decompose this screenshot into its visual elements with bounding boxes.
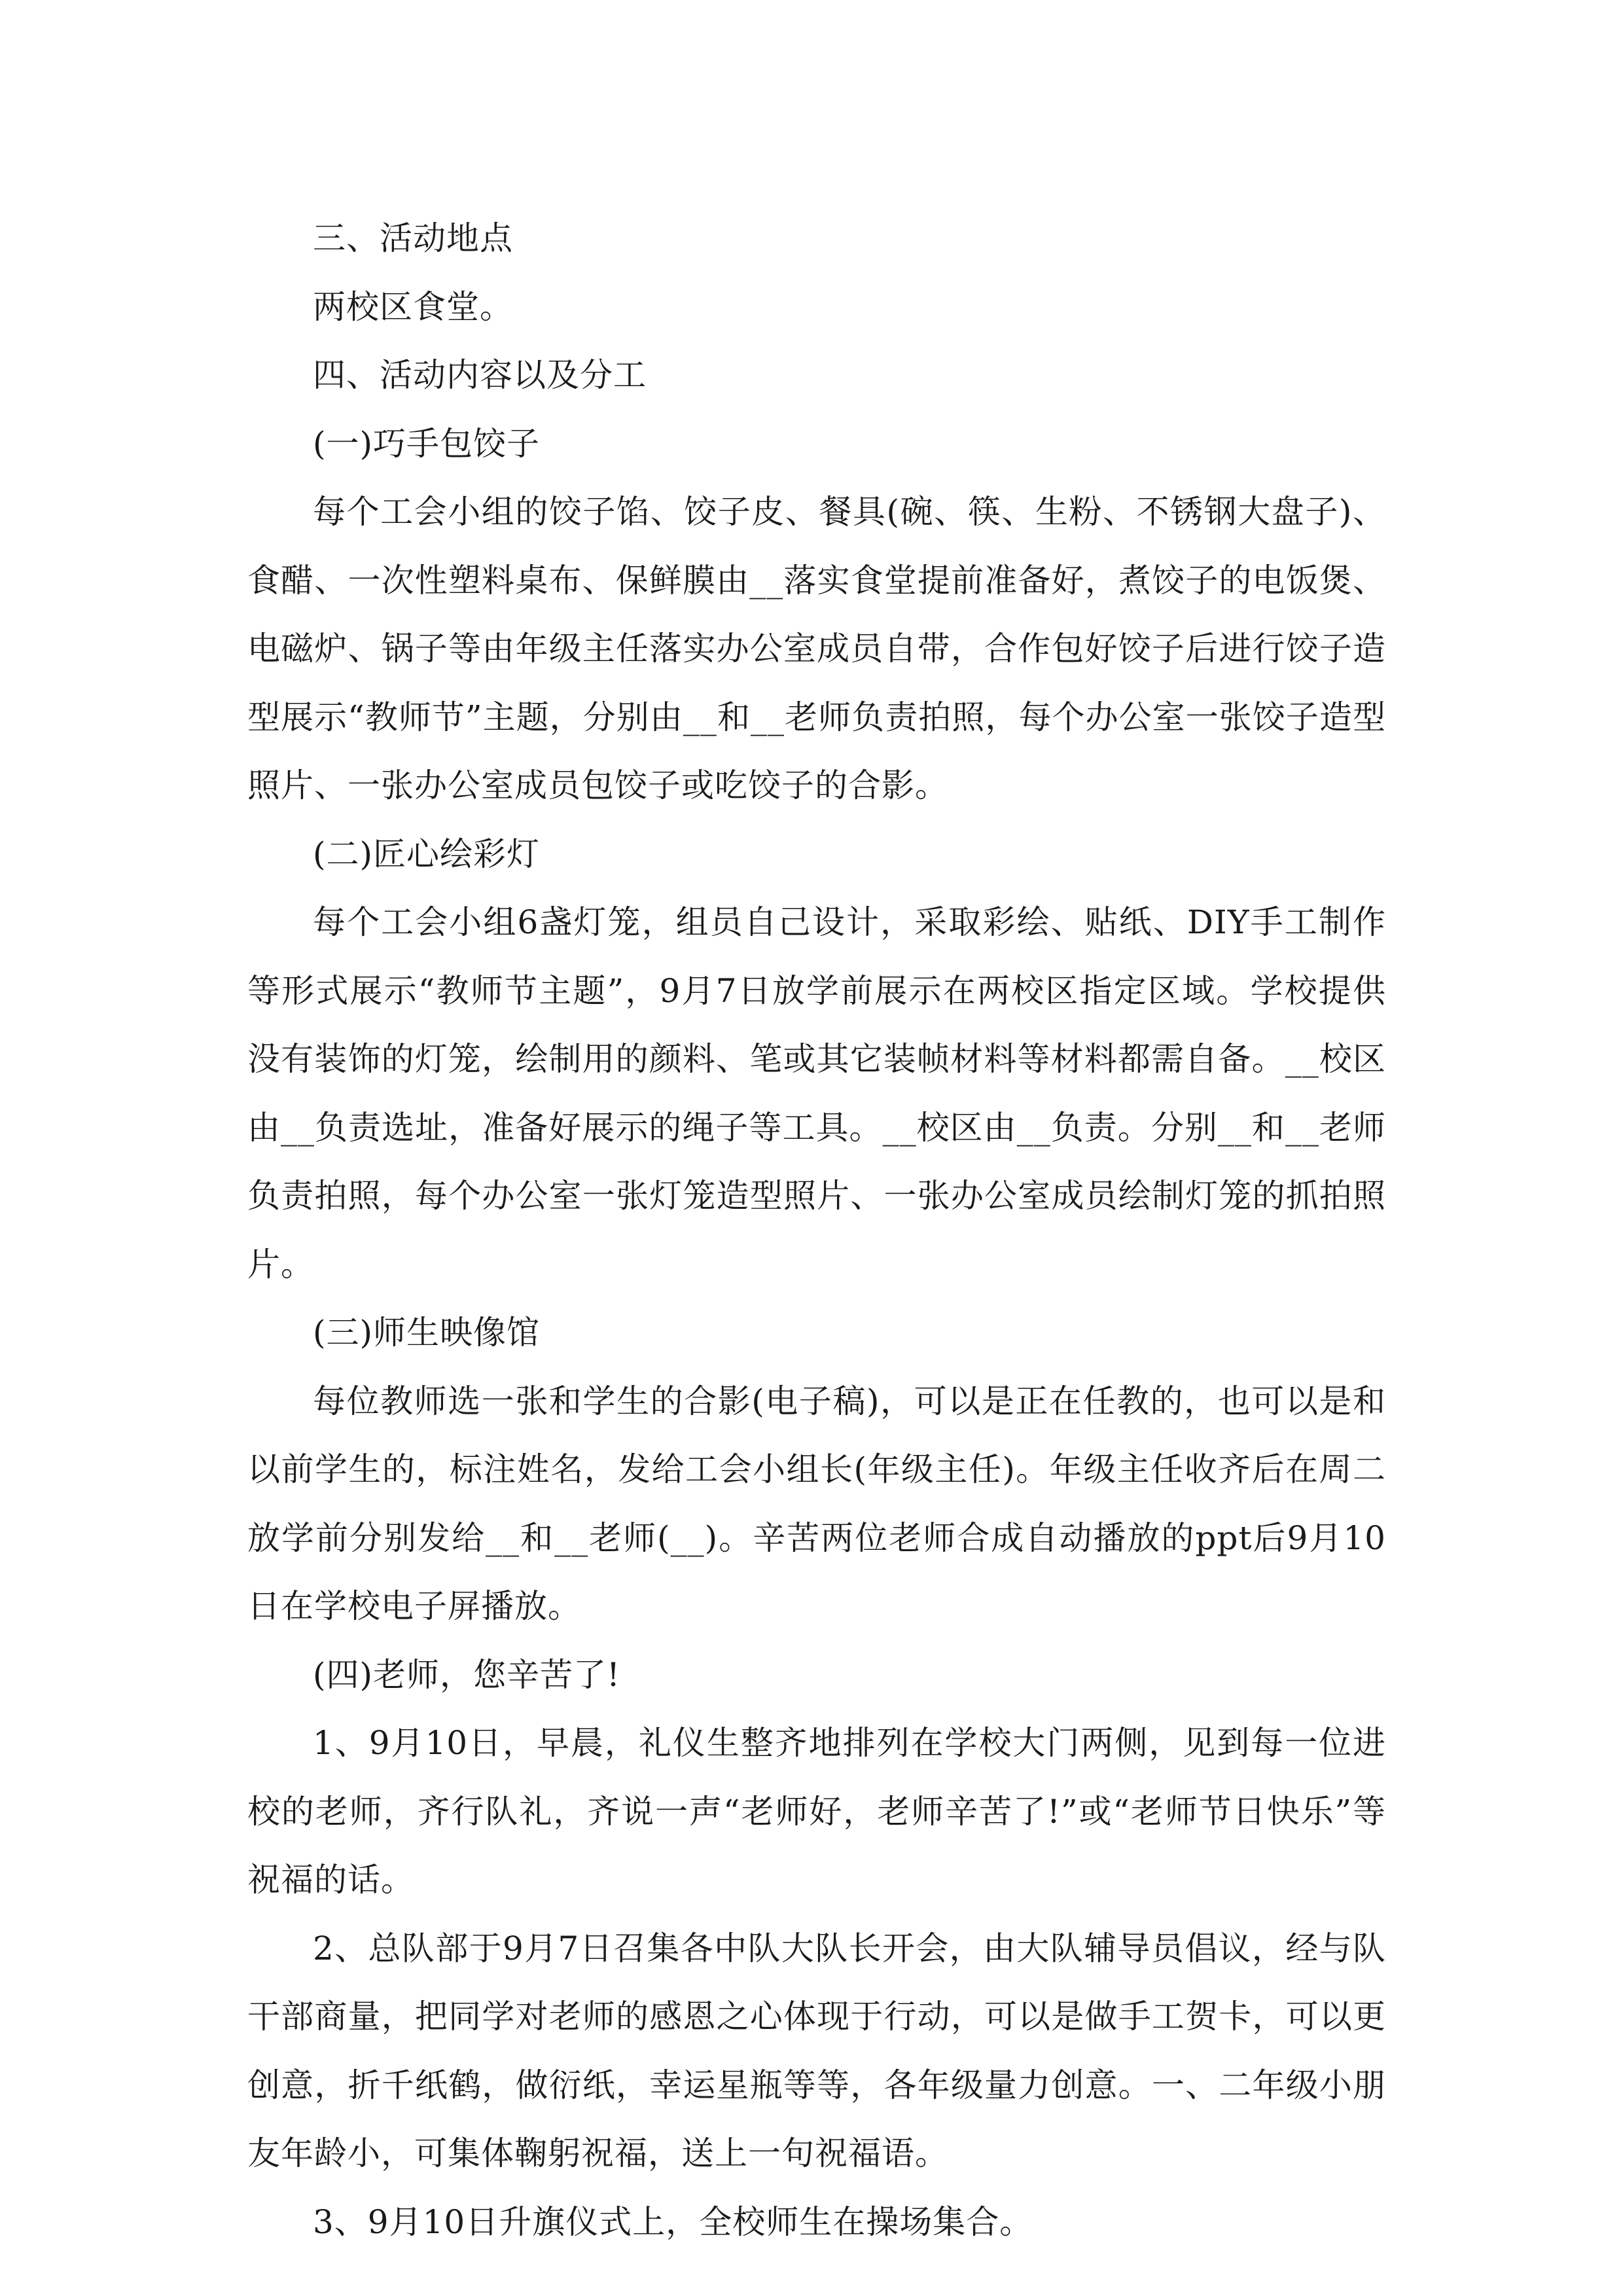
document-body <box>247 204 1386 2256</box>
paragraph-photo-gallery: 每位教师选一张和学生的合影(电子稿)，可以是正在任教的，也可以是和以前学生的，标注姓名，发给工会小组长(年级主任)。年级主任收齐后在周二放学前分别发给__和__老师(__)。辛苦两位老师合成自动播放的ppt后9月10日在学校电子屏播放。 <box>247 1382 1386 1625</box>
list-item-2: 2、总队部于9月7日召集各中队大队长开会，由大队辅导员倡议，经与队干部商量，把同学对老师的感恩之心体现于行动，可以是做手工贺卡，可以更创意，折千纸鹤，做衍纸，幸运星瓶等等，各年级量力创意。一、二年级小朋友年龄小，可集体鞠躬祝福，送上一句祝福语。 <box>247 1929 1386 2172</box>
subheading-photo-gallery: (三)师生映像馆 <box>313 1314 541 1352</box>
subheading-lanterns: (二)匠心绘彩灯 <box>313 834 541 873</box>
heading-activity-location: 三、活动地点 <box>313 219 513 257</box>
subheading-thank-teachers: (四)老师，您辛苦了! <box>313 1655 621 1694</box>
list-item-3: 3、9月10日升旗仪式上，全校师生在操场集合。 <box>313 2202 1033 2241</box>
paragraph-dumplings: 每个工会小组的饺子馅、饺子皮、餐具(碗、筷、生粉、不锈钢大盘子)、食醋、一次性塑料桌布、保鲜膜由__落实食堂提前准备好，煮饺子的电饭煲、电磁炉、锅子等由年级主任落实办公室成员自带，合作包好饺子后进行饺子造型展示“教师节”主题，分别由__和__老师负责拍照，每个办公室一张饺子造型照片、一张办公室成员包饺子或吃饺子的合影。 <box>247 493 1386 804</box>
heading-activity-content: 四、活动内容以及分工 <box>313 356 647 394</box>
list-item-1: 1、9月10日，早晨，礼仪生整齐地排列在学校大门两侧，见到每一位进校的老师，齐行队礼，齐说一声“老师好，老师辛苦了!”或“老师节日快乐”等祝福的话。 <box>247 1724 1386 1899</box>
paragraph-lanterns: 每个工会小组6盏灯笼，组员自己设计，采取彩绘、贴纸、DIY手工制作等形式展示“教师节主题”，9月7日放学前展示在两校区指定区域。学校提供没有装饰的灯笼，绘制用的颜料、笔或其它装帧材料等材料都需自备。__校区由__负责选址，准备好展示的绳子等工具。__校区由__负责。分别__和__老师负责拍照，每个办公室一张灯笼造型照片、一张办公室成员绘制灯笼的抓拍照片。 <box>247 903 1386 1283</box>
paragraph-location: 两校区食堂。 <box>313 287 513 326</box>
subheading-dumplings: (一)巧手包饺子 <box>313 424 541 463</box>
